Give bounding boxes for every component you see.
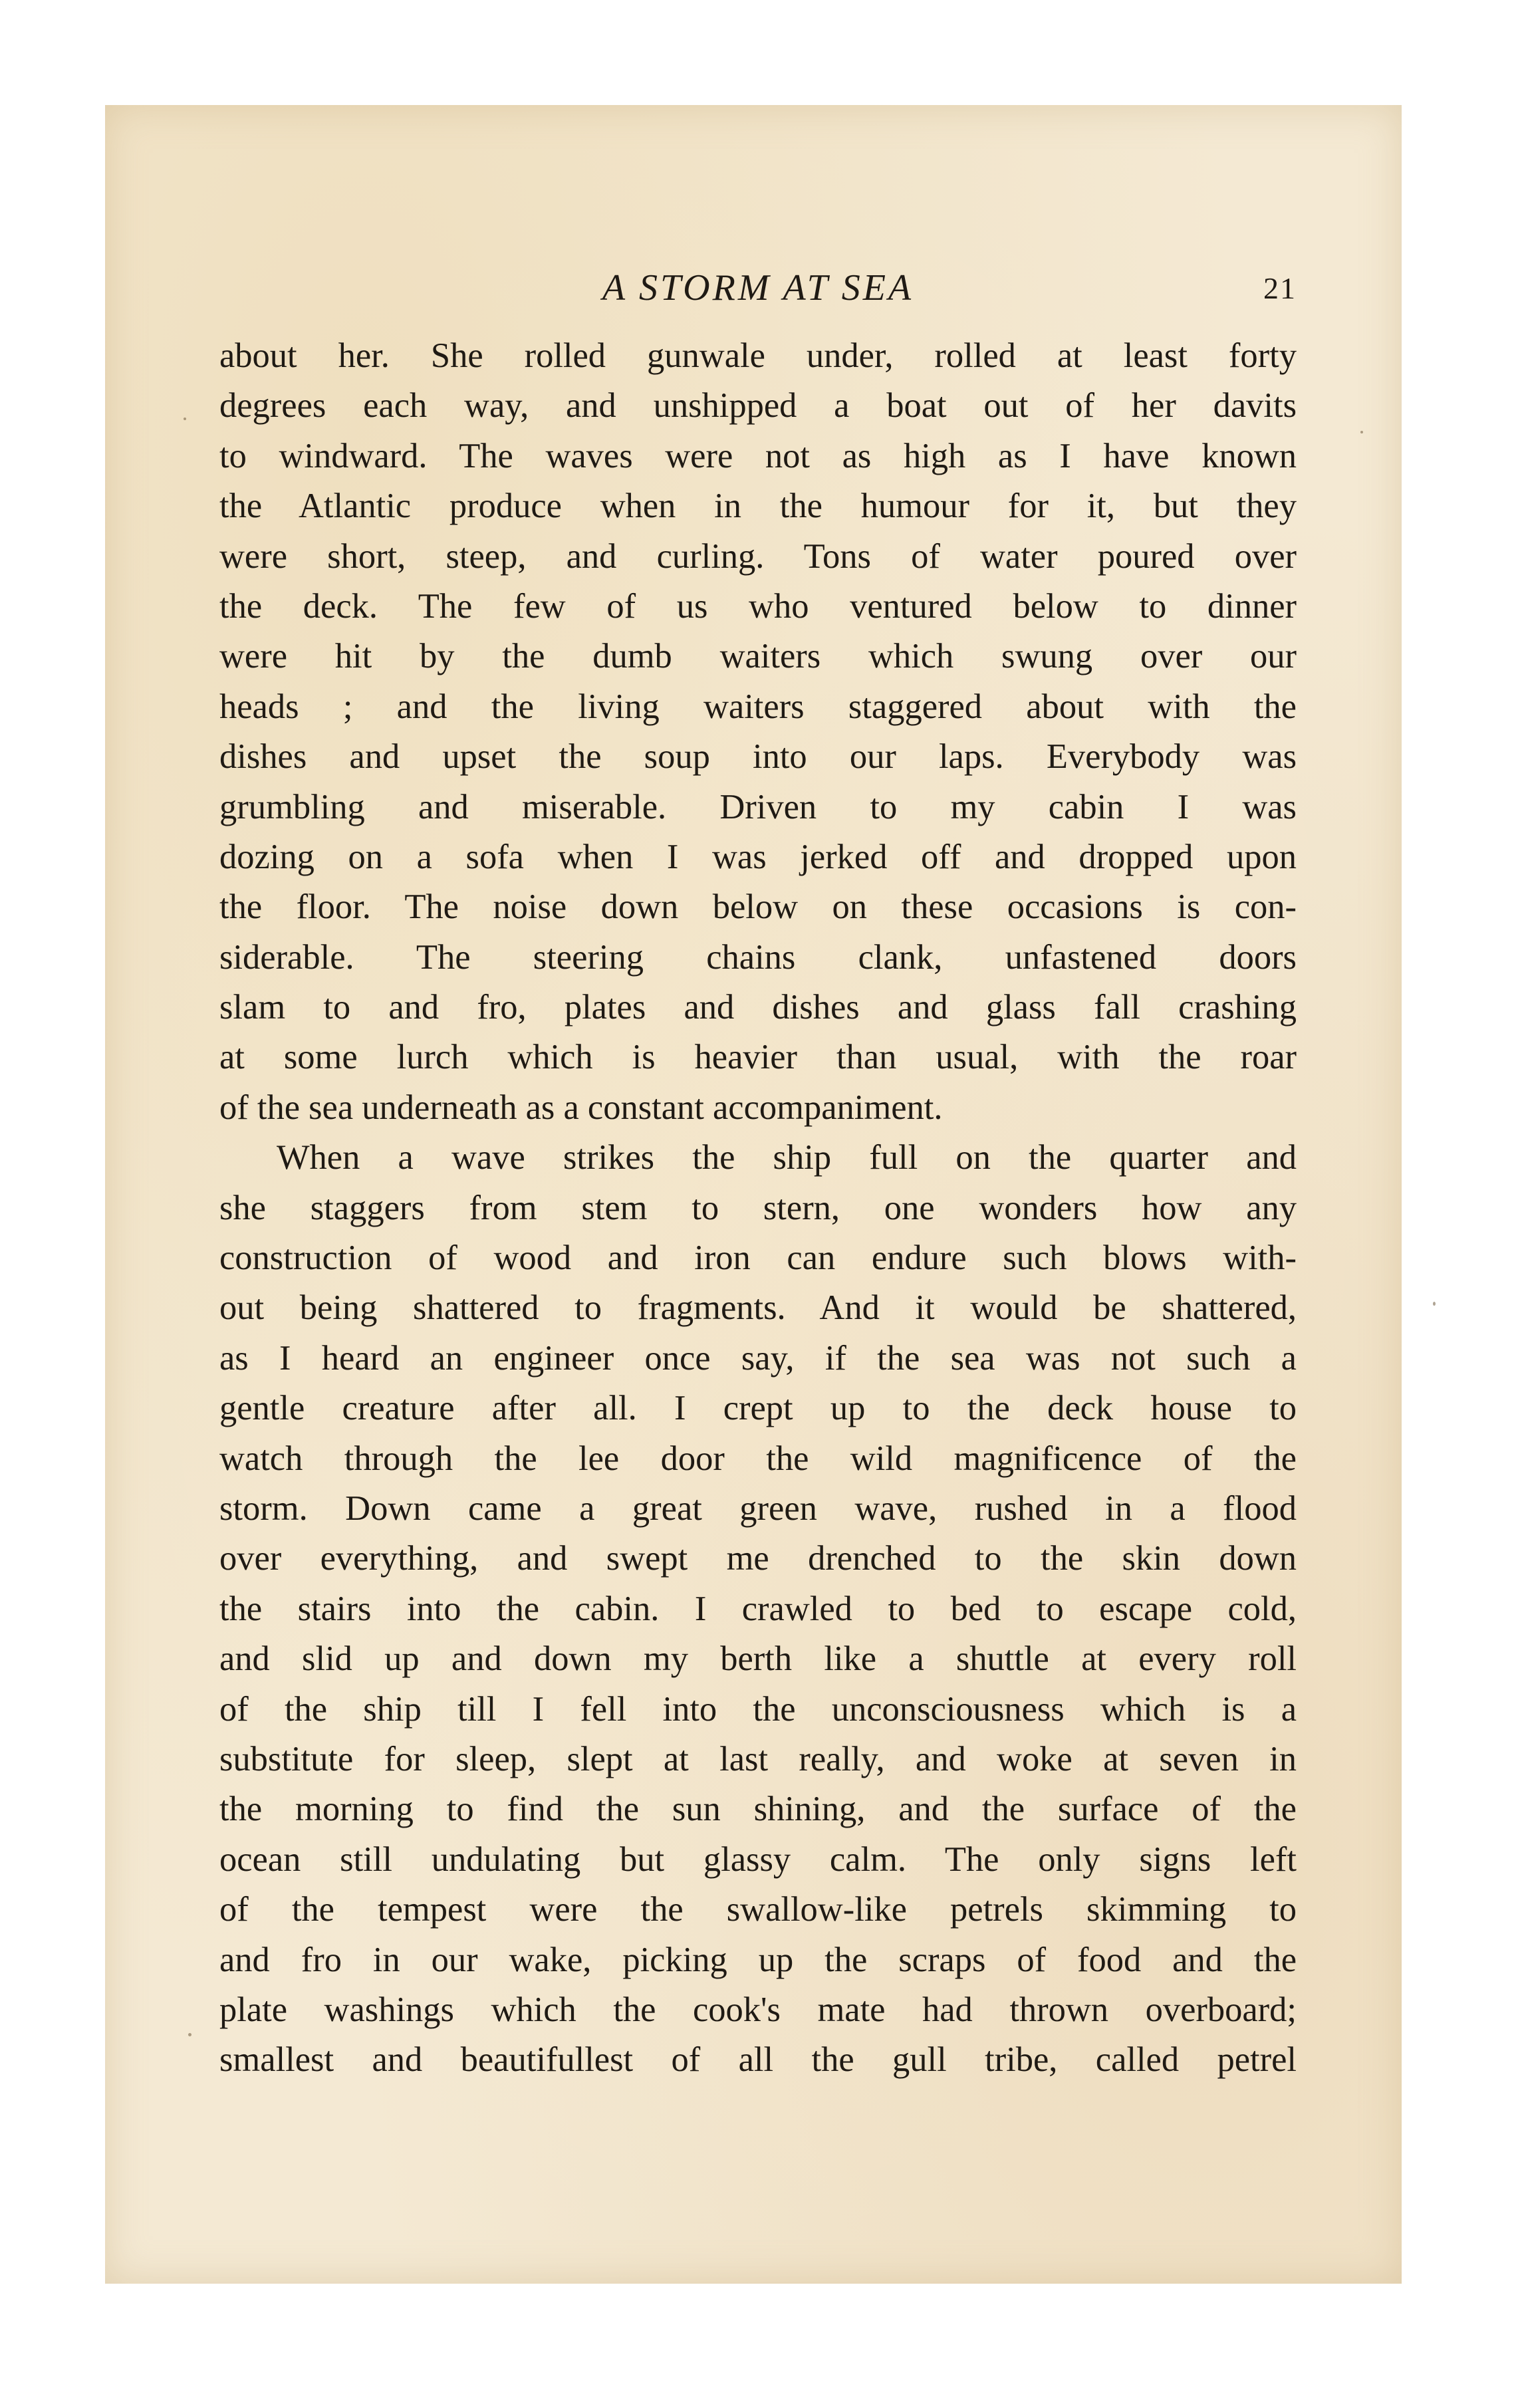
text-line: the deck. The few of us who ventured below to dinner	[219, 586, 1297, 626]
running-title: A STORM AT SEA	[602, 267, 914, 308]
text-line: and slid up and down my berth like a shuttle at every roll	[219, 1639, 1297, 1679]
text-line: construction of wood and iron can endure such blows with-	[219, 1239, 1297, 1278]
text-line: the morning to find the sun shining, and the surface of the	[219, 1790, 1297, 1829]
text-line: at some lurch which is heavier than usual, with the roar	[219, 1038, 1297, 1077]
text-line: she staggers from stem to stern, one wonders how any	[219, 1188, 1297, 1227]
text-line: substitute for sleep, slept at last really, and woke at seven in	[219, 1739, 1297, 1778]
book-page	[105, 105, 1402, 2284]
paper-speck	[184, 418, 186, 420]
paper-speck	[188, 2033, 191, 2036]
text-line: grumbling and miserable. Driven to my cabin I was	[219, 787, 1297, 826]
text-line: slam to and fro, plates and dishes and glass fall crashing	[219, 988, 1297, 1027]
text-line: watch through the lee door the wild magnificence of the	[219, 1439, 1297, 1478]
text-line: smallest and beautifullest of all the gull tribe, called petrel	[219, 2040, 1297, 2080]
text-line: gentle creature after all. I crept up to the deck house to	[219, 1389, 1297, 1428]
text-line: dishes and upset the soup into our laps. Everybody was	[219, 737, 1297, 777]
text-line: When a wave strikes the ship full on the quarter and	[277, 1138, 1297, 1177]
text-line: were short, steep, and curling. Tons of water poured over	[219, 537, 1297, 576]
text-line: ocean still undulating but glassy calm. The only signs left	[219, 1840, 1297, 1879]
text-line: over everything, and swept me drenched to the skin down	[219, 1539, 1297, 1578]
paper-speck	[1433, 1302, 1436, 1306]
text-line: siderable. The steering chains clank, unfastened doors	[219, 937, 1297, 977]
body-text	[219, 331, 1297, 2086]
text-line: of the ship till I fell into the unconsciousness which is a	[219, 1689, 1297, 1729]
text-line: of the sea underneath as a constant accompaniment.	[219, 1088, 943, 1127]
text-line: to windward. The waves were not as high as I have known	[219, 436, 1297, 475]
page-header	[219, 261, 1297, 314]
page-number: 21	[1263, 271, 1297, 305]
text-line: of the tempest were the swallow-like petrels skimming to	[219, 1890, 1297, 1929]
text-line: as I heard an engineer once say, if the sea was not such a	[219, 1338, 1297, 1378]
text-line: the stairs into the cabin. I crawled to bed to escape cold,	[219, 1589, 1297, 1628]
paper-speck	[1360, 431, 1363, 433]
text-line: storm. Down came a great green wave, rushed in a flood	[219, 1489, 1297, 1528]
text-line: plate washings which the cook's mate had thrown overboard;	[219, 1990, 1297, 2029]
text-line: and fro in our wake, picking up the scraps of food and the	[219, 1940, 1297, 1979]
text-line: were hit by the dumb waiters which swung over our	[219, 637, 1297, 676]
text-line: degrees each way, and unshipped a boat out of her davits	[219, 386, 1297, 425]
text-line: the floor. The noise down below on these occasions is con-	[219, 888, 1297, 927]
text-line: about her. She rolled gunwale under, rolled at least forty	[219, 336, 1297, 375]
text-line: out being shattered to fragments. And it would be shattered,	[219, 1288, 1297, 1328]
text-line: the Atlantic produce when in the humour for it, but they	[219, 487, 1297, 526]
text-line: heads ; and the living waiters staggered about with the	[219, 687, 1297, 726]
text-line: dozing on a sofa when I was jerked off and dropped upon	[219, 837, 1297, 876]
